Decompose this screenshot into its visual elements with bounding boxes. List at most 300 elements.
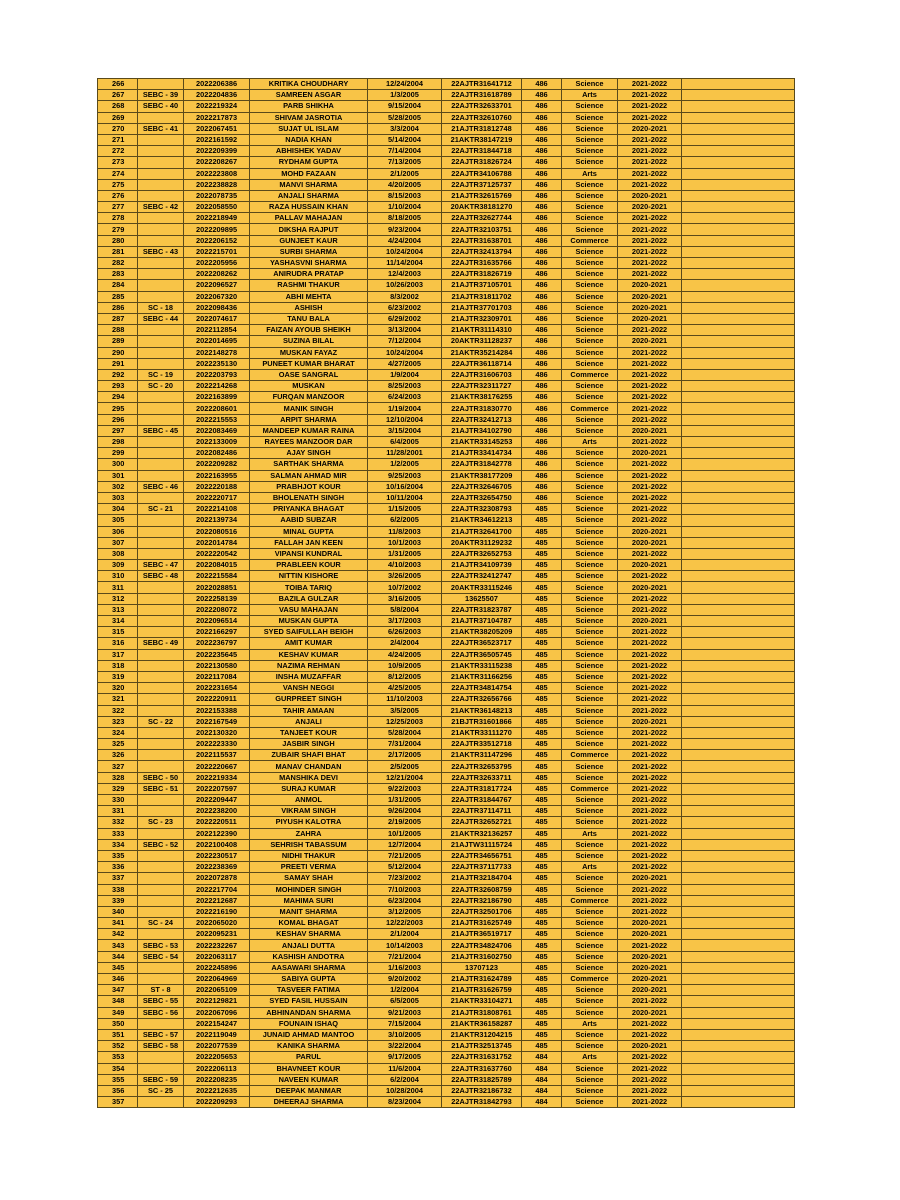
category-rank-cell [138, 660, 184, 671]
table-row [98, 727, 795, 738]
form-number-cell: 2022163899 [184, 392, 250, 403]
serial-number-cell: 280 [98, 235, 138, 246]
session-cell: 2021-2022 [618, 705, 682, 716]
blank-cell [682, 750, 795, 761]
stream-cell: Commerce [562, 369, 618, 380]
candidate-name-cell: KASHISH ANDOTRA [250, 951, 368, 962]
date-of-birth-cell: 8/23/2004 [368, 1097, 442, 1108]
registration-number-cell: 22AJTR31638701 [442, 235, 522, 246]
serial-number-cell: 347 [98, 985, 138, 996]
candidate-name-cell: MANSHIKA DEVI [250, 772, 368, 783]
marks-cell: 486 [522, 448, 562, 459]
form-number-cell: 2022208235 [184, 1074, 250, 1085]
category-rank-cell: SC - 19 [138, 369, 184, 380]
table-row [98, 593, 795, 604]
category-rank-cell [138, 1052, 184, 1063]
table-row [98, 795, 795, 806]
stream-cell: Science [562, 79, 618, 90]
candidate-name-cell: DEEPAK MANMAR [250, 1085, 368, 1096]
form-number-cell: 2022218949 [184, 213, 250, 224]
registration-number-cell: 22AJTR32654750 [442, 492, 522, 503]
category-rank-cell: SEBC - 49 [138, 638, 184, 649]
serial-number-cell: 308 [98, 548, 138, 559]
category-rank-cell [138, 537, 184, 548]
session-cell: 2021-2022 [618, 414, 682, 425]
category-rank-cell: SC - 25 [138, 1085, 184, 1096]
session-cell: 2020-2021 [618, 291, 682, 302]
date-of-birth-cell: 10/16/2004 [368, 481, 442, 492]
marks-cell: 485 [522, 761, 562, 772]
marks-cell: 485 [522, 1041, 562, 1052]
blank-cell [682, 716, 795, 727]
marks-cell: 485 [522, 772, 562, 783]
table-row [98, 235, 795, 246]
candidate-name-cell: ABHINANDAN SHARMA [250, 1007, 368, 1018]
form-number-cell: 2022154247 [184, 1018, 250, 1029]
date-of-birth-cell: 6/5/2005 [368, 996, 442, 1007]
marks-cell: 485 [522, 560, 562, 571]
stream-cell: Commerce [562, 750, 618, 761]
session-cell: 2021-2022 [618, 862, 682, 873]
candidate-name-cell: NITTIN KISHORE [250, 571, 368, 582]
registration-number-cell: 22AJTR32608759 [442, 884, 522, 895]
marks-cell: 486 [522, 381, 562, 392]
category-rank-cell: SEBC - 54 [138, 951, 184, 962]
stream-cell: Arts [562, 1018, 618, 1029]
serial-number-cell: 311 [98, 582, 138, 593]
date-of-birth-cell: 8/12/2005 [368, 671, 442, 682]
table-row [98, 1018, 795, 1029]
blank-cell [682, 1052, 795, 1063]
serial-number-cell: 303 [98, 492, 138, 503]
category-rank-cell: SC - 20 [138, 381, 184, 392]
form-number-cell: 2022231654 [184, 683, 250, 694]
stream-cell: Science [562, 850, 618, 861]
registration-number-cell: 22AJTR31817724 [442, 783, 522, 794]
marks-cell: 485 [522, 683, 562, 694]
registration-number-cell: 21AKTR31166256 [442, 671, 522, 682]
stream-cell: Science [562, 291, 618, 302]
marks-cell: 486 [522, 90, 562, 101]
date-of-birth-cell: 11/14/2004 [368, 258, 442, 269]
marks-cell: 485 [522, 537, 562, 548]
marks-cell: 486 [522, 224, 562, 235]
registration-number-cell: 21AJTR31624789 [442, 974, 522, 985]
table-row [98, 895, 795, 906]
date-of-birth-cell: 1/16/2003 [368, 962, 442, 973]
blank-cell [682, 1085, 795, 1096]
registration-number-cell: 21AKTR31147296 [442, 750, 522, 761]
registration-number-cell: 22AJTR32308793 [442, 504, 522, 515]
stream-cell: Science [562, 761, 618, 772]
serial-number-cell: 342 [98, 929, 138, 940]
form-number-cell: 2022215584 [184, 571, 250, 582]
candidate-name-cell: KANIKA SHARMA [250, 1041, 368, 1052]
candidate-name-cell: AABID SUBZAR [250, 515, 368, 526]
stream-cell: Science [562, 448, 618, 459]
serial-number-cell: 285 [98, 291, 138, 302]
candidate-name-cell: ASHISH [250, 302, 368, 313]
stream-cell: Science [562, 1007, 618, 1018]
form-number-cell: 2022215701 [184, 246, 250, 257]
form-number-cell: 2022082486 [184, 448, 250, 459]
candidate-name-cell: ABHI MEHTA [250, 291, 368, 302]
candidate-name-cell: MUSKAN [250, 381, 368, 392]
date-of-birth-cell: 7/10/2003 [368, 884, 442, 895]
marks-cell: 485 [522, 918, 562, 929]
table-row [98, 392, 795, 403]
candidate-name-cell: NAZIMA REHMAN [250, 660, 368, 671]
date-of-birth-cell: 7/23/2002 [368, 873, 442, 884]
form-number-cell: 2022117084 [184, 671, 250, 682]
marks-cell: 485 [522, 515, 562, 526]
blank-cell [682, 571, 795, 582]
date-of-birth-cell: 1/3/2005 [368, 90, 442, 101]
session-cell: 2021-2022 [618, 179, 682, 190]
candidate-name-cell: PUNEET KUMAR BHARAT [250, 358, 368, 369]
blank-cell [682, 381, 795, 392]
marks-cell: 486 [522, 347, 562, 358]
table-row [98, 850, 795, 861]
blank-cell [682, 202, 795, 213]
registration-number-cell: 21AJTR31808761 [442, 1007, 522, 1018]
category-rank-cell [138, 727, 184, 738]
date-of-birth-cell: 10/28/2004 [368, 1085, 442, 1096]
stream-cell: Science [562, 224, 618, 235]
serial-number-cell: 293 [98, 381, 138, 392]
blank-cell [682, 325, 795, 336]
blank-cell [682, 258, 795, 269]
table-row [98, 772, 795, 783]
stream-cell: Science [562, 638, 618, 649]
merit-list-table [97, 78, 795, 1108]
stream-cell: Science [562, 481, 618, 492]
category-rank-cell [138, 761, 184, 772]
registration-number-cell: 21AJTR32309701 [442, 313, 522, 324]
session-cell: 2020-2021 [618, 974, 682, 985]
registration-number-cell: 22AJTR31618789 [442, 90, 522, 101]
date-of-birth-cell: 3/3/2004 [368, 123, 442, 134]
date-of-birth-cell: 3/17/2003 [368, 616, 442, 627]
blank-cell [682, 671, 795, 682]
candidate-name-cell: ANMOL [250, 795, 368, 806]
marks-cell: 485 [522, 739, 562, 750]
registration-number-cell: 22AJTR32186790 [442, 895, 522, 906]
blank-cell [682, 806, 795, 817]
serial-number-cell: 357 [98, 1097, 138, 1108]
session-cell: 2021-2022 [618, 392, 682, 403]
form-number-cell: 2022238369 [184, 862, 250, 873]
candidate-name-cell: MANDEEP KUMAR RAINA [250, 425, 368, 436]
candidate-name-cell: KESHAV KUMAR [250, 649, 368, 660]
candidate-name-cell: SURAJ KUMAR [250, 783, 368, 794]
registration-number-cell: 22AJTR36523717 [442, 638, 522, 649]
session-cell: 2021-2022 [618, 940, 682, 951]
serial-number-cell: 319 [98, 671, 138, 682]
form-number-cell: 2022130320 [184, 727, 250, 738]
date-of-birth-cell: 7/31/2004 [368, 739, 442, 750]
stream-cell: Science [562, 884, 618, 895]
marks-cell: 486 [522, 79, 562, 90]
registration-number-cell: 22AJTR31826719 [442, 269, 522, 280]
stream-cell: Science [562, 962, 618, 973]
registration-number-cell: 22AJTR32413794 [442, 246, 522, 257]
serial-number-cell: 313 [98, 604, 138, 615]
category-rank-cell [138, 134, 184, 145]
session-cell: 2021-2022 [618, 649, 682, 660]
date-of-birth-cell: 6/2/2005 [368, 515, 442, 526]
serial-number-cell: 300 [98, 459, 138, 470]
session-cell: 2021-2022 [618, 1052, 682, 1063]
session-cell: 2021-2022 [618, 79, 682, 90]
marks-cell: 485 [522, 571, 562, 582]
candidate-name-cell: GUNJEET KAUR [250, 235, 368, 246]
candidate-name-cell: AMIT KUMAR [250, 638, 368, 649]
blank-cell [682, 246, 795, 257]
category-rank-cell [138, 459, 184, 470]
category-rank-cell [138, 213, 184, 224]
session-cell: 2020-2021 [618, 1007, 682, 1018]
session-cell: 2021-2022 [618, 660, 682, 671]
serial-number-cell: 298 [98, 437, 138, 448]
candidate-name-cell: RASHMI THAKUR [250, 280, 368, 291]
table-row [98, 403, 795, 414]
table-row [98, 347, 795, 358]
stream-cell: Science [562, 772, 618, 783]
table-row [98, 627, 795, 638]
table-row [98, 694, 795, 705]
session-cell: 2020-2021 [618, 873, 682, 884]
category-rank-cell [138, 582, 184, 593]
candidate-name-cell: ZUBAIR SHAFI BHAT [250, 750, 368, 761]
marks-cell: 485 [522, 974, 562, 985]
stream-cell: Science [562, 604, 618, 615]
form-number-cell: 2022058550 [184, 202, 250, 213]
serial-number-cell: 341 [98, 918, 138, 929]
session-cell: 2020-2021 [618, 616, 682, 627]
category-rank-cell: SEBC - 47 [138, 560, 184, 571]
marks-cell: 485 [522, 694, 562, 705]
marks-cell: 485 [522, 839, 562, 850]
stream-cell: Science [562, 112, 618, 123]
blank-cell [682, 358, 795, 369]
table-row [98, 806, 795, 817]
form-number-cell: 2022014784 [184, 537, 250, 548]
form-number-cell: 2022209399 [184, 146, 250, 157]
serial-number-cell: 338 [98, 884, 138, 895]
marks-cell: 485 [522, 850, 562, 861]
date-of-birth-cell: 11/8/2003 [368, 526, 442, 537]
date-of-birth-cell: 3/10/2005 [368, 1029, 442, 1040]
category-rank-cell: SEBC - 40 [138, 101, 184, 112]
table-row [98, 705, 795, 716]
date-of-birth-cell: 11/6/2004 [368, 1063, 442, 1074]
category-rank-cell [138, 336, 184, 347]
stream-cell: Science [562, 727, 618, 738]
serial-number-cell: 279 [98, 224, 138, 235]
category-rank-cell [138, 269, 184, 280]
candidate-name-cell: DIKSHA RAJPUT [250, 224, 368, 235]
blank-cell [682, 940, 795, 951]
category-rank-cell: SC - 22 [138, 716, 184, 727]
serial-number-cell: 349 [98, 1007, 138, 1018]
marks-cell: 485 [522, 638, 562, 649]
date-of-birth-cell: 12/10/2004 [368, 414, 442, 425]
session-cell: 2021-2022 [618, 235, 682, 246]
form-number-cell: 2022074617 [184, 313, 250, 324]
registration-number-cell: 22AJTR37125737 [442, 179, 522, 190]
registration-number-cell: 21AJTR31602750 [442, 951, 522, 962]
category-rank-cell [138, 146, 184, 157]
form-number-cell: 2022077539 [184, 1041, 250, 1052]
registration-number-cell: 21AJTR36519717 [442, 929, 522, 940]
form-number-cell: 2022028851 [184, 582, 250, 593]
serial-number-cell: 316 [98, 638, 138, 649]
registration-number-cell: 21AKTR38147219 [442, 134, 522, 145]
table-row [98, 90, 795, 101]
date-of-birth-cell: 9/25/2003 [368, 470, 442, 481]
registration-number-cell: 21AJTR31812748 [442, 123, 522, 134]
date-of-birth-cell: 1/2/2004 [368, 985, 442, 996]
table-row [98, 761, 795, 772]
registration-number-cell: 22AJTR36118714 [442, 358, 522, 369]
stream-cell: Science [562, 123, 618, 134]
marks-cell: 486 [522, 313, 562, 324]
table-row [98, 1063, 795, 1074]
table-row [98, 448, 795, 459]
marks-cell: 485 [522, 616, 562, 627]
candidate-name-cell: PREETI VERMA [250, 862, 368, 873]
registration-number-cell: 22AJTR32186732 [442, 1085, 522, 1096]
serial-number-cell: 322 [98, 705, 138, 716]
serial-number-cell: 286 [98, 302, 138, 313]
serial-number-cell: 348 [98, 996, 138, 1007]
registration-number-cell: 21AKTR34612213 [442, 515, 522, 526]
date-of-birth-cell: 4/20/2005 [368, 179, 442, 190]
session-cell: 2021-2022 [618, 504, 682, 515]
category-rank-cell [138, 347, 184, 358]
serial-number-cell: 320 [98, 683, 138, 694]
registration-number-cell: 21AKTR33104271 [442, 996, 522, 1007]
blank-cell [682, 694, 795, 705]
category-rank-cell [138, 1018, 184, 1029]
stream-cell: Commerce [562, 974, 618, 985]
session-cell: 2021-2022 [618, 1063, 682, 1074]
stream-cell: Science [562, 929, 618, 940]
candidate-name-cell: DHEERAJ SHARMA [250, 1097, 368, 1108]
form-number-cell: 2022217704 [184, 884, 250, 895]
stream-cell: Science [562, 571, 618, 582]
candidate-name-cell: SAMREEN ASGAR [250, 90, 368, 101]
candidate-name-cell: RAYEES MANZOOR DAR [250, 437, 368, 448]
blank-cell [682, 1029, 795, 1040]
serial-number-cell: 272 [98, 146, 138, 157]
form-number-cell: 2022129821 [184, 996, 250, 1007]
form-number-cell: 2022223330 [184, 739, 250, 750]
form-number-cell: 2022238828 [184, 179, 250, 190]
serial-number-cell: 307 [98, 537, 138, 548]
marks-cell: 486 [522, 134, 562, 145]
table-row [98, 1041, 795, 1052]
category-rank-cell [138, 604, 184, 615]
form-number-cell: 2022209293 [184, 1097, 250, 1108]
marks-cell: 484 [522, 1085, 562, 1096]
serial-number-cell: 277 [98, 202, 138, 213]
table-row [98, 604, 795, 615]
stream-cell: Science [562, 1097, 618, 1108]
candidate-name-cell: SABIYA GUPTA [250, 974, 368, 985]
form-number-cell: 2022163955 [184, 470, 250, 481]
form-number-cell: 2022245896 [184, 962, 250, 973]
candidate-name-cell: NADIA KHAN [250, 134, 368, 145]
category-rank-cell [138, 616, 184, 627]
form-number-cell: 2022238200 [184, 806, 250, 817]
serial-number-cell: 314 [98, 616, 138, 627]
candidate-name-cell: MUSKAN FAYAZ [250, 347, 368, 358]
candidate-name-cell: PIYUSH KALOTRA [250, 817, 368, 828]
marks-cell: 486 [522, 369, 562, 380]
table-row [98, 437, 795, 448]
form-number-cell: 2022208267 [184, 157, 250, 168]
date-of-birth-cell: 12/25/2003 [368, 716, 442, 727]
registration-number-cell: 21AJTR31811702 [442, 291, 522, 302]
registration-number-cell: 22AJTR31606703 [442, 369, 522, 380]
stream-cell: Science [562, 1074, 618, 1085]
registration-number-cell: 22AJTR32627744 [442, 213, 522, 224]
category-rank-cell [138, 526, 184, 537]
registration-number-cell: 22AJTR31825789 [442, 1074, 522, 1085]
date-of-birth-cell: 3/13/2004 [368, 325, 442, 336]
registration-number-cell: 21AJTR37105701 [442, 280, 522, 291]
session-cell: 2021-2022 [618, 1029, 682, 1040]
category-rank-cell [138, 906, 184, 917]
session-cell: 2020-2021 [618, 336, 682, 347]
category-rank-cell: SEBC - 44 [138, 313, 184, 324]
registration-number-cell: 22AJTR32656766 [442, 694, 522, 705]
form-number-cell: 2022096514 [184, 616, 250, 627]
session-cell: 2020-2021 [618, 929, 682, 940]
stream-cell: Arts [562, 862, 618, 873]
session-cell: 2021-2022 [618, 403, 682, 414]
form-number-cell: 2022119049 [184, 1029, 250, 1040]
candidate-name-cell: ZAHRA [250, 828, 368, 839]
registration-number-cell: 21AKTR32136257 [442, 828, 522, 839]
blank-cell [682, 157, 795, 168]
registration-number-cell: 22AJTR32633701 [442, 101, 522, 112]
marks-cell: 485 [522, 604, 562, 615]
blank-cell [682, 437, 795, 448]
category-rank-cell [138, 683, 184, 694]
table-row [98, 571, 795, 582]
marks-cell: 484 [522, 1097, 562, 1108]
blank-cell [682, 1097, 795, 1108]
marks-cell: 485 [522, 582, 562, 593]
blank-cell [682, 470, 795, 481]
marks-cell: 486 [522, 258, 562, 269]
table-row [98, 202, 795, 213]
session-cell: 2020-2021 [618, 202, 682, 213]
blank-cell [682, 235, 795, 246]
blank-cell [682, 873, 795, 884]
blank-cell [682, 79, 795, 90]
candidate-name-cell: ANJALI [250, 716, 368, 727]
date-of-birth-cell: 6/23/2002 [368, 302, 442, 313]
table-row [98, 783, 795, 794]
blank-cell [682, 795, 795, 806]
registration-number-cell: 13707123 [442, 962, 522, 973]
candidate-name-cell: VIKRAM SINGH [250, 806, 368, 817]
session-cell: 2021-2022 [618, 571, 682, 582]
